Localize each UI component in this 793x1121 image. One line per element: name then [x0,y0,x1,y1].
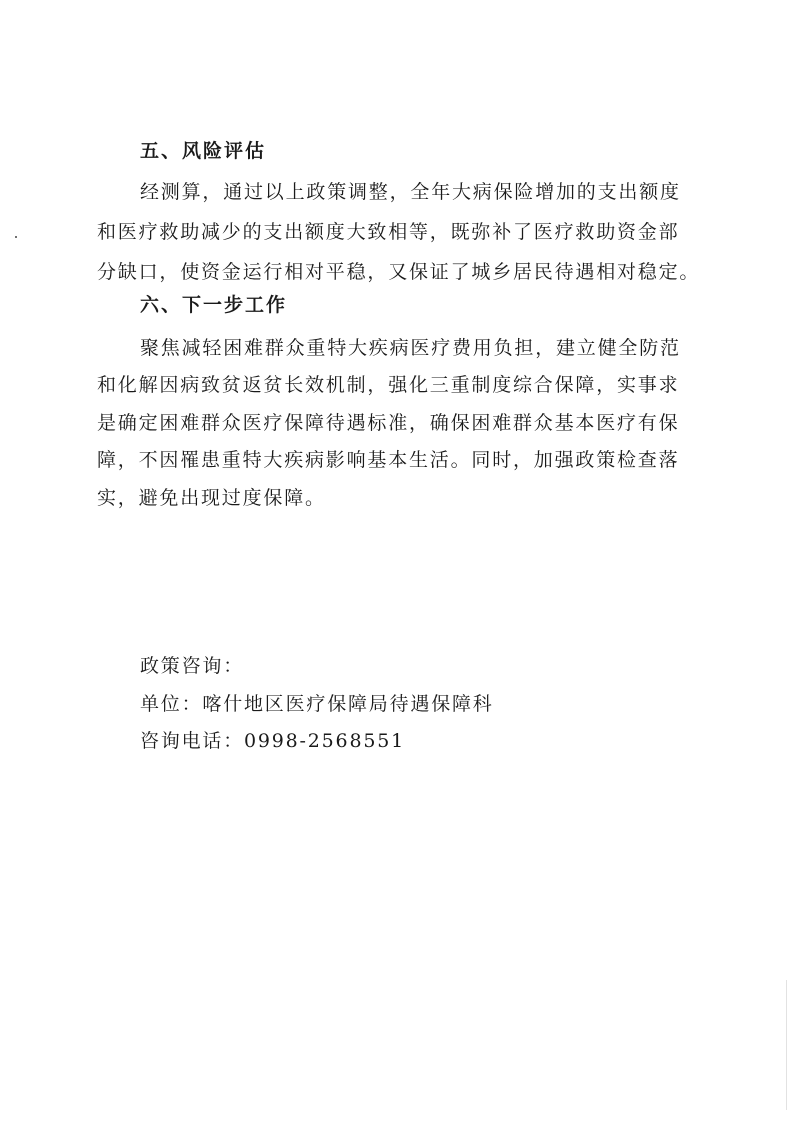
section-6-paragraph-line: 是确定困难群众医疗保障待遇标准，确保困难群众基本医疗有保 [97,412,680,434]
contact-phone: 咨询电话：0998-2568551 [140,730,405,752]
section-5-heading: 五、风险评估 [140,140,267,162]
section-6-paragraph-line: 聚焦减轻困难群众重特大疾病医疗费用负担，建立健全防范 [140,337,681,359]
section-5-paragraph-line: 经测算，通过以上政策调整，全年大病保险增加的支出额度 [140,181,681,203]
section-6-paragraph-line: 障，不因罹患重特大疾病影响基本生活。同时，加强政策检查落 [97,449,680,471]
section-6-heading: 六、下一步工作 [140,294,288,316]
scan-edge-line [786,980,787,1110]
section-5-paragraph-line: 和医疗救助减少的支出额度大致相等，既弥补了医疗救助资金部 [97,221,680,243]
section-5-paragraph-line: 分缺口，使资金运行相对平稳，又保证了城乡居民待遇相对稳定。 [97,261,701,283]
policy-consult-title: 政策咨询： [140,655,245,677]
contact-unit: 单位：喀什地区医疗保障局待遇保障科 [140,693,494,715]
margin-speck [15,236,17,238]
section-6-paragraph-line: 实，避免出现过度保障。 [97,487,326,509]
section-6-paragraph-line: 和化解因病致贫返贫长效机制，强化三重制度综合保障，实事求 [97,374,680,396]
